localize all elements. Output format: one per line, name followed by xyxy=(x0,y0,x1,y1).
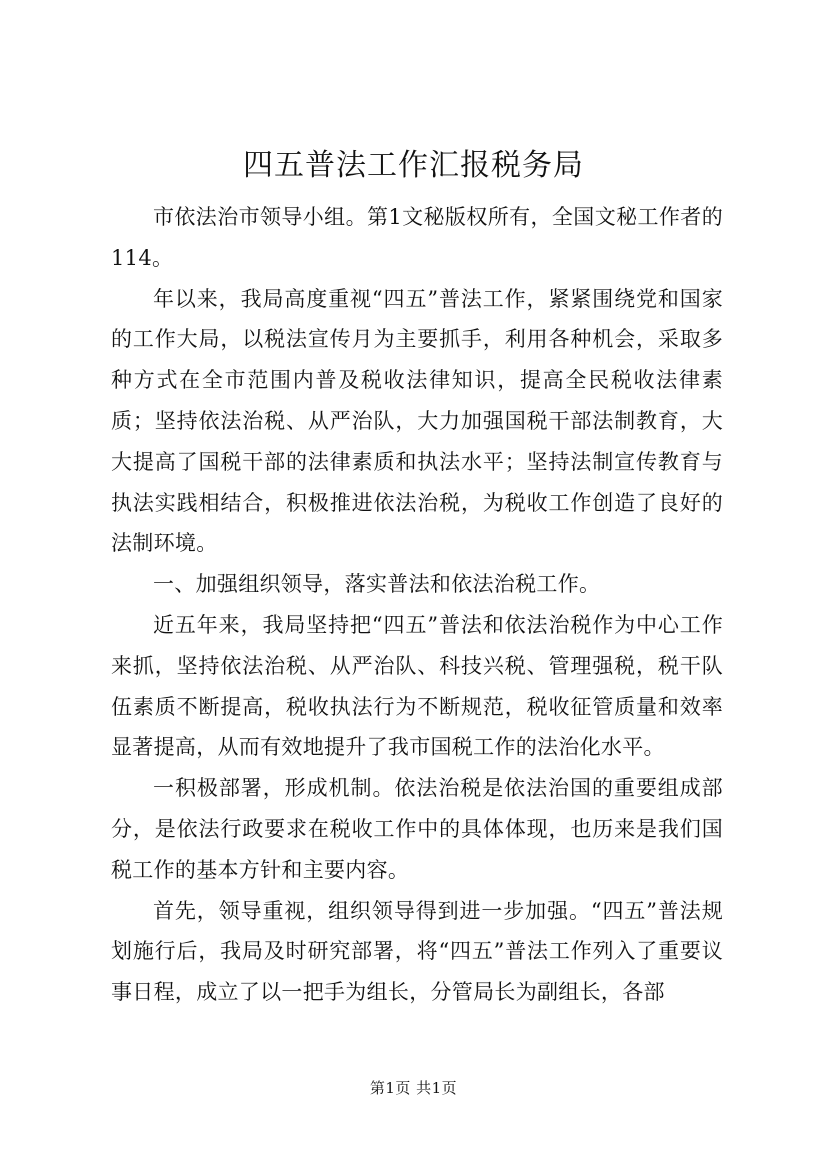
paragraph-intro: 市依法治市领导小组。第1文秘版权所有，全国文秘工作者的114。 xyxy=(111,205,723,270)
paragraph-leadership: 首先，领导重视，组织领导得到进一步加强。“四五”普法规划施行后，我局及时研究部署，将“四五”普法工作列入了重要议事日程，成立了以一把手为组长，分管局长为副组长，各部 xyxy=(111,898,723,1005)
paragraph-deployment: 一积极部署，形成机制。依法治税是依法治国的重要组成部分，是依法行政要求在税收工作中的具体体现，也历来是我们国税工作的基本方针和主要内容。 xyxy=(111,776,723,882)
paragraph-five-years: 近五年来，我局坚持把“四五”普法和依法治税作为中心工作来抓，坚持依法治税、从严治队、科技兴税、管理强税，税干队伍素质不断提高，税收执法行为不断规范，税收征管质量和效率显著提高，从而有效地提升了我市国税工作的法治化水平。 xyxy=(111,612,723,760)
page-footer: 第1页 共1页 xyxy=(369,1079,458,1097)
paragraph-summary: 年以来，我局高度重视“四五”普法工作，紧紧围绕党和国家的工作大局，以税法宣传月为主要抓手，利用各种机会，采取多种方式在全市范围内普及税收法律知识，提高全民税收法律素质；坚持依法治税、从严治队，大力加强国税干部法制教育，大大提高了国税干部的法律素质和执法水平；坚持法制宣传教育与执法实践相结合，积极推进依法治税，为税收工作创造了良好的法制环境。 xyxy=(111,286,723,556)
section-heading-1: 一、加强组织领导，落实普法和依法治税工作。 xyxy=(153,572,601,597)
document-title: 四五普法工作汇报税务局 xyxy=(243,148,584,183)
document-body xyxy=(111,197,723,1013)
